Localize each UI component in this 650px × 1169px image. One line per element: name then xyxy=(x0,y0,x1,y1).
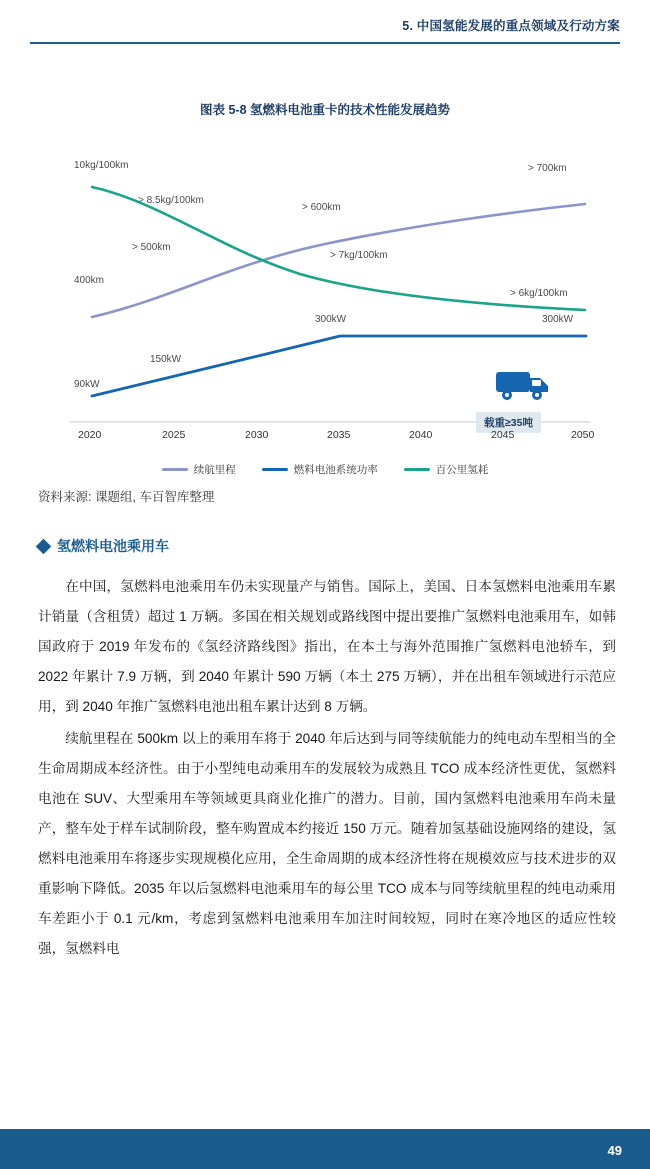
label-power-2035: 300kW xyxy=(315,314,347,325)
legend-swatch-range xyxy=(162,468,188,471)
header-title: 5. 中国氢能发展的重点领域及行动方案 xyxy=(402,19,620,33)
label-hydrogen-2020: 10kg/100km xyxy=(74,160,129,171)
legend-item-power xyxy=(262,462,378,477)
x-tick-2050: 2050 xyxy=(571,429,595,441)
label-hydrogen-2050: > 6kg/100km xyxy=(510,288,568,299)
truck-icon xyxy=(496,372,548,400)
x-tick-2020: 2020 xyxy=(78,429,102,441)
chart-legend xyxy=(30,462,620,477)
x-tick-2035: 2035 xyxy=(327,429,351,441)
legend-label-range: 续航里程 xyxy=(193,464,236,476)
legend-swatch-power xyxy=(262,468,288,471)
legend-label-hydrogen: 百公里氢耗 xyxy=(435,464,489,476)
x-tick-2030: 2030 xyxy=(245,429,269,441)
x-tick-2025: 2025 xyxy=(162,429,186,441)
paragraph-1: 在中国，氢燃料电池乘用车仍未实现量产与销售。国际上，美国、日本氢燃料电池乘用车累计销量（含租赁）超过 1 万辆。多国在相关规划或路线图中提出要推广氢燃料电池乘用车，如韩国政府于 2019 年发布的《氢经济路线图》指出，在本土与海外范围推广氢燃料电池轿车，到 2022 年累计 7.9 万辆，到 2040 年累计 590 万辆（本土 275 万辆），并在出租车领域进行示范应用，到 2040 年推广氢燃料电池出租车累计达到 8 万辆。 xyxy=(38,579,616,714)
section-title: 氢燃料电池乘用车 xyxy=(57,538,169,554)
label-hydrogen-2035: > 7kg/100km xyxy=(330,250,388,261)
truck-load-badge: 载重≥35吨 xyxy=(476,412,541,433)
diamond-bullet-icon xyxy=(36,538,52,554)
label-range-2050: > 700km xyxy=(528,163,567,174)
figure-source: 资料来源: 课题组, 车百智库整理 xyxy=(38,490,215,504)
figure-caption: 图表 5-8 氢燃料电池重卡的技术性能发展趋势 xyxy=(199,103,450,117)
figure-block xyxy=(30,100,620,490)
label-range-2020: 400km xyxy=(74,275,105,286)
chart-area xyxy=(30,124,620,484)
legend-item-hydrogen xyxy=(404,462,489,477)
body-text xyxy=(38,572,616,966)
x-tick-2045: 2045 xyxy=(491,429,515,441)
page-number: 49 xyxy=(607,1143,622,1158)
footer-bar xyxy=(0,1129,650,1169)
legend-label-power: 燃料电池系统功率 xyxy=(293,464,378,476)
legend-swatch-hydrogen xyxy=(404,468,430,471)
label-hydrogen-2025: > 8.5kg/100km xyxy=(138,195,204,206)
header-divider xyxy=(30,42,620,44)
x-tick-2040: 2040 xyxy=(409,429,433,441)
paragraph-2: 续航里程在 500km 以上的乘用车将于 2040 年后达到与同等续航能力的纯电动车型相当的全生命周期成本经济性。由于小型纯电动乘用车的发展较为成熟且 TCO 成本经济性更优，氢燃料电池在 SUV、大型乘用车等领域更具商业化推广的潜力。目前，国内氢燃料电池乘用车尚未量产，整车处于样车试制阶段，整车购置成本约接近 150 万元。随着加氢基础设施网络的建设，氢燃料电池乘用车将逐步实现规模化应用，全生命周期的成本经济性将在规模效应与技术进步的双重影响下降低。2035 年以后氢燃料电池乘用车的每公里 TCO 成本与同等续航里程的纯电动乘用车差距小于 0.1 元/km，考虑到氢燃料电池乘用车加注时间较短，同时在寒冷地区的适应性较强，氢燃料电 xyxy=(38,731,616,956)
legend-item-range xyxy=(162,462,236,477)
label-power-2020: 90kW xyxy=(74,379,100,390)
label-power-2025: 150kW xyxy=(150,354,182,365)
page-header xyxy=(0,16,650,35)
label-range-2032: > 600km xyxy=(302,202,341,213)
label-power-2050: 300kW xyxy=(542,314,574,325)
label-range-2025: > 500km xyxy=(132,242,171,253)
section-heading xyxy=(38,536,169,556)
